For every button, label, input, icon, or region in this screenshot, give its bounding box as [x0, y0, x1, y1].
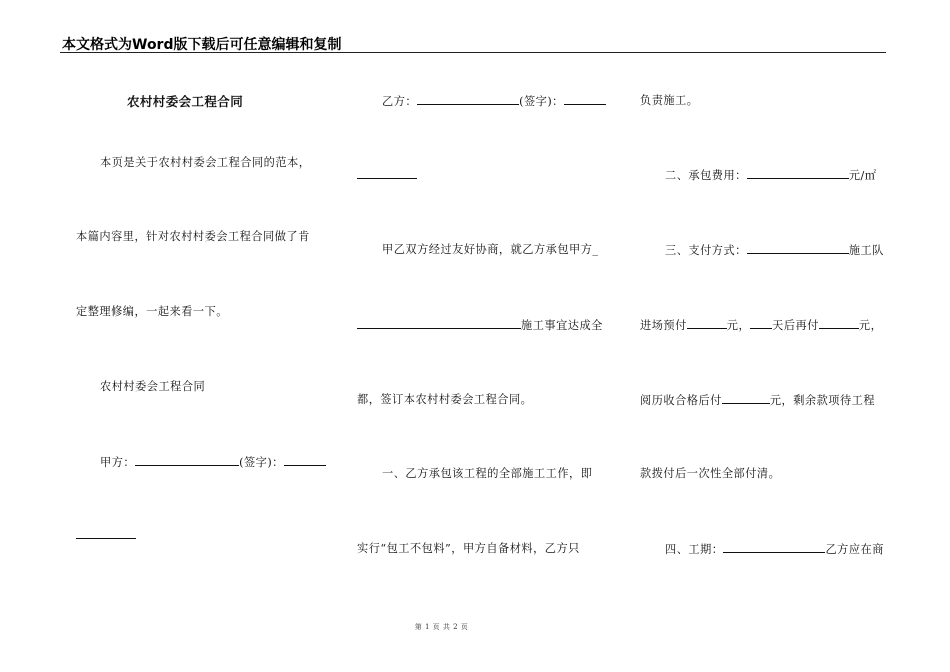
advance-amount-blank[interactable] — [687, 318, 727, 329]
party-b-continuation — [357, 168, 417, 183]
payment-line-4: 款拨付后一次性全部付清。 — [640, 467, 781, 480]
contract-subtitle: 农村村委会工程合同 — [100, 380, 206, 393]
contract-title: 农村村委会工程合同 — [127, 94, 244, 109]
term-line — [665, 542, 884, 557]
term-blank[interactable] — [723, 542, 825, 553]
clause-one-line: 一、乙方承包该工程的全部施工工作，即 — [382, 467, 593, 480]
payment-tail: 施工队 — [848, 244, 884, 257]
fee-unit: 元/㎡ — [848, 169, 877, 182]
intro-line-3: 定整理修编，一起来看一下。 — [76, 305, 228, 318]
party-b-line — [382, 94, 606, 109]
acceptance-amount-blank[interactable] — [722, 393, 770, 404]
second-amount-blank[interactable] — [819, 318, 859, 329]
second-pay-label: 天后再付 — [772, 319, 819, 332]
payment-line-3 — [640, 393, 875, 408]
fee-line — [665, 168, 876, 183]
payment-line-2 — [640, 318, 882, 333]
second-pay-unit: 元， — [858, 319, 883, 332]
payment-label: 三、支付方式： — [665, 244, 747, 257]
intro-line-1: 本页是关于农村村委会工程合同的范本， — [100, 156, 311, 169]
advance-label: 进场预付 — [640, 319, 687, 332]
acceptance-label: 阅历收合格后付 — [640, 394, 722, 407]
party-b-extra-blank[interactable] — [357, 168, 417, 179]
party-a-sign-label: (签字)： — [239, 456, 284, 469]
party-a-label: 甲方： — [100, 456, 136, 469]
clause-signing-line: 都，签订本农村村委会工程合同。 — [357, 393, 533, 406]
project-tail: 施工事宜达成全 — [521, 319, 603, 332]
party-b-sign-label: (签字)： — [519, 95, 564, 108]
project-line — [357, 318, 603, 333]
party-a-blank[interactable] — [135, 455, 239, 466]
fee-blank[interactable] — [747, 168, 849, 179]
party-b-blank[interactable] — [417, 94, 519, 105]
term-label: 四、工期： — [665, 543, 724, 556]
party-b-sign-blank[interactable] — [564, 94, 606, 105]
payment-line — [665, 243, 884, 258]
header-rule — [60, 52, 886, 53]
acceptance-tail: 元，剩余款项待工程 — [769, 394, 876, 407]
party-a-sign-blank[interactable] — [284, 455, 326, 466]
project-name-blank[interactable] — [357, 318, 521, 329]
page-number: 第 1 页 共 2 页 — [414, 623, 469, 631]
clause-intro-text: 甲乙双方经过友好协商，就乙方承包甲方 — [382, 243, 593, 256]
party-a-continuation — [76, 528, 136, 543]
party-a-extra-blank[interactable] — [76, 528, 136, 539]
clause-one-continuation: 实行“包工不包料”，甲方自备材料，乙方只 — [357, 542, 580, 555]
advance-unit: 元， — [726, 319, 751, 332]
clause-intro-line — [382, 243, 598, 257]
header-title: 本文格式为Word版下载后可任意编辑和复制 — [62, 37, 342, 53]
term-tail: 乙方应在商 — [825, 543, 884, 556]
party-b-label: 乙方： — [382, 95, 418, 108]
fee-label: 二、承包费用： — [665, 169, 747, 182]
clause-intro-tail: _ — [592, 243, 599, 256]
intro-line-2: 本篇内容里，针对农村村委会工程合同做了肯 — [76, 230, 310, 243]
days-blank[interactable] — [750, 318, 772, 329]
clause-one-end: 负责施工。 — [640, 94, 699, 107]
party-a-line — [100, 455, 326, 470]
payment-blank[interactable] — [747, 243, 849, 254]
